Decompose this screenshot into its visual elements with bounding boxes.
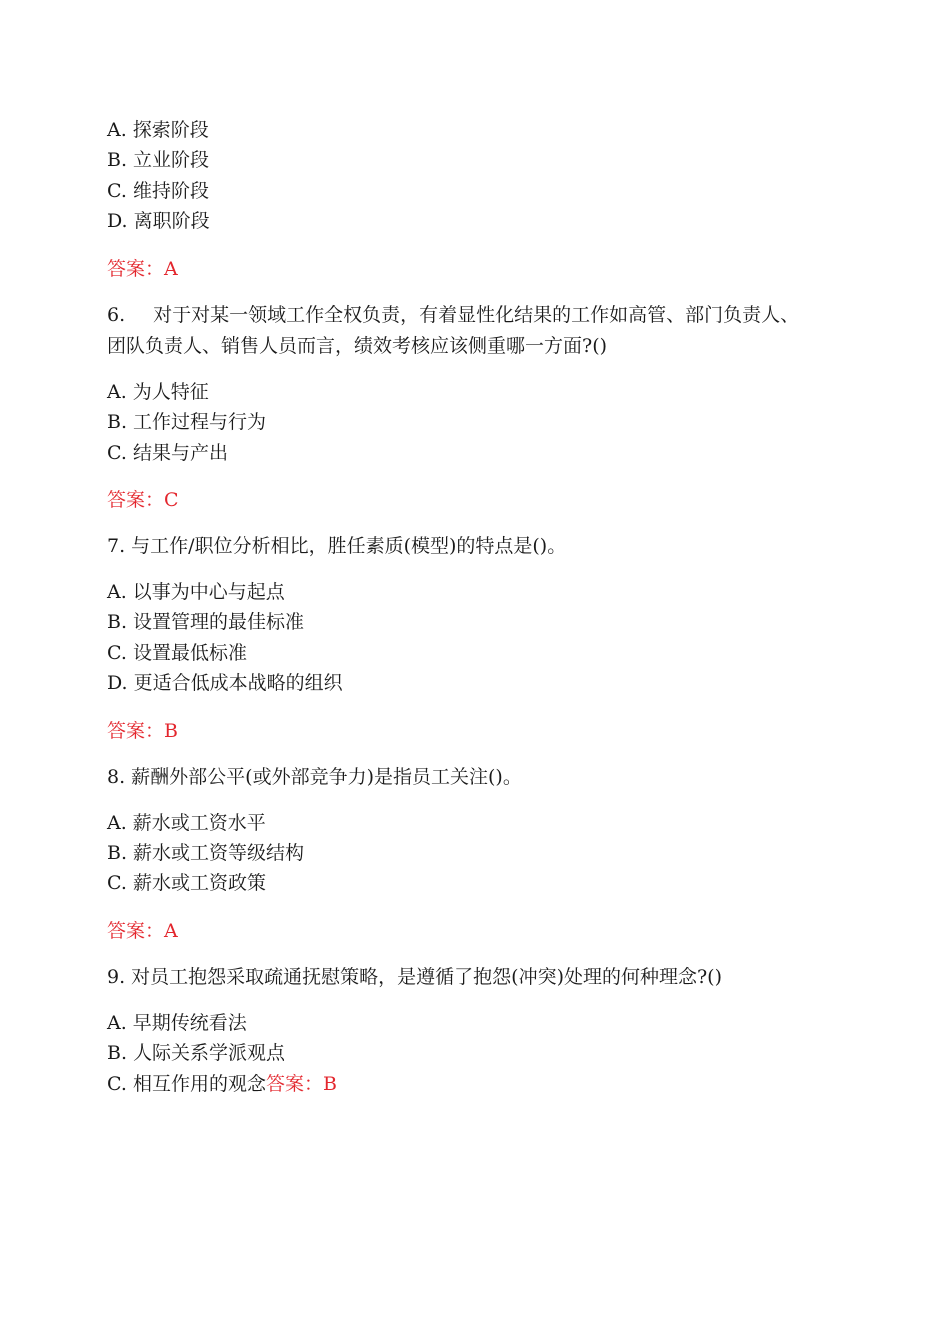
answer-label: 答案： <box>107 489 165 511</box>
q6-option-a: A. 为人特征 <box>107 381 209 403</box>
q7-option-a: A. 以事为中心与起点 <box>107 581 285 603</box>
q6-text-line1: 对于对某一领域工作全权负责，有着显性化结果的工作如高管、部门负责人、 <box>153 304 800 326</box>
q5-option-a: A. 探索阶段 <box>107 119 209 141</box>
answer-label: 答案： <box>107 920 165 942</box>
q7-option-b: B. 设置管理的最佳标准 <box>107 611 305 633</box>
q7-answer <box>107 718 178 744</box>
q9-option-c: C. 相互作用的观念 <box>107 1073 266 1095</box>
answer-value: B <box>164 720 178 742</box>
q8-option-c: C. 薪水或工资政策 <box>107 872 266 894</box>
answer-value: A <box>164 258 178 280</box>
q5-answer <box>107 256 178 282</box>
q8-answer <box>107 918 178 944</box>
q5-option-b: B. 立业阶段 <box>107 149 210 171</box>
q9-question: 9. 对员工抱怨采取疏通抚慰策略，是遵循了抱怨(冲突)处理的何种理念?() <box>107 966 723 988</box>
q5-option-d: D. 离职阶段 <box>107 210 210 232</box>
answer-label: 答案： <box>107 258 165 280</box>
q6-number: 6. <box>107 304 126 326</box>
answer-label: 答案： <box>107 720 165 742</box>
q5-option-c: C. 维持阶段 <box>107 180 209 202</box>
q6-answer <box>107 487 179 513</box>
q6-option-b: B. 工作过程与行为 <box>107 411 267 433</box>
q7-question: 7. 与工作/职位分析相比，胜任素质(模型)的特点是()。 <box>107 535 567 557</box>
q9-option-b: B. 人际关系学派观点 <box>107 1042 286 1064</box>
q6-option-c: C. 结果与产出 <box>107 442 228 464</box>
q8-option-a: A. 薪水或工资水平 <box>107 812 266 834</box>
q9-option-c-with-answer <box>107 1071 337 1097</box>
q8-question: 8. 薪酬外部公平(或外部竞争力)是指员工关注()。 <box>107 766 522 788</box>
answer-value: C <box>164 489 179 511</box>
answer-value: A <box>164 920 178 942</box>
q9-option-a: A. 早期传统看法 <box>107 1012 247 1034</box>
answer-label: 答案： <box>265 1073 323 1095</box>
q6-question-line2: 团队负责人、销售人员而言，绩效考核应该侧重哪一方面?() <box>107 335 608 357</box>
q7-option-c: C. 设置最低标准 <box>107 642 247 664</box>
q7-option-d: D. 更适合低成本战略的组织 <box>107 672 343 694</box>
answer-value: B <box>322 1073 337 1095</box>
q8-option-b: B. 薪水或工资等级结构 <box>107 842 305 864</box>
q6-question-line1 <box>107 302 799 328</box>
